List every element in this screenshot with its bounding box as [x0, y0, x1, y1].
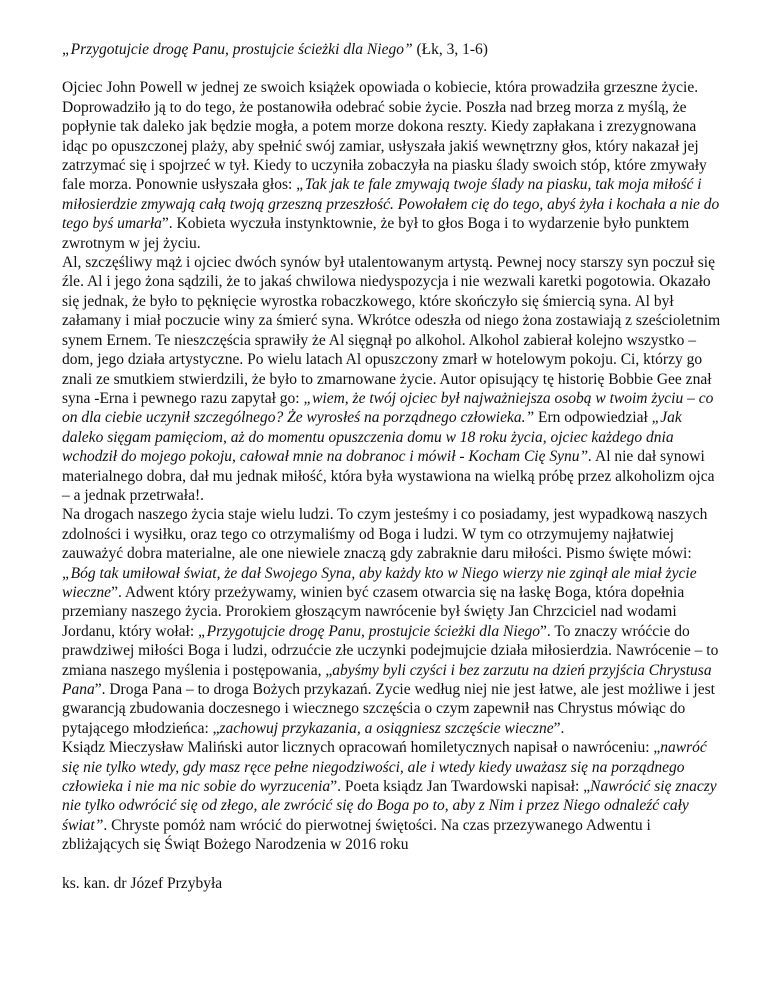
- text-span: ”.: [553, 719, 565, 737]
- text-span: Ern odpowiedział: [534, 409, 652, 427]
- italic-quote: zachowuj przykazania, a osiągniesz szczęście wieczne: [219, 719, 554, 737]
- text-span: Na drogach naszego życia staje wielu ludzi. To czym jesteśmy i co posiadamy, jest wypadkową naszych zdolności i wysiłku, oraz tego co otrzymaliśmy od Boga i ludzi. W tym co otrzymujemy najłatwiej zauważyć dobra materialne, ale one niewiele znaczą gdy zabraknie daru miłości. Pismo święte mówi:: [62, 506, 708, 563]
- paragraph-4: [62, 738, 722, 854]
- text-span: ”. Kobieta wyczuła instynktownie, że był to głos Boga i to wydarzenie było punktem zwrotnym w jej życiu.: [62, 215, 690, 252]
- text-span: Al nie dał synowi materialnego dobra, dał mu jednak miłość, która była wystawiona na wielką próbę przez alkoholizm ojca – a jednak przetrwała!.: [62, 448, 715, 504]
- document-page: [62, 40, 722, 893]
- document-title: [62, 40, 722, 59]
- text-span: ”. To znaczy wróćcie do prawdziwej miłości Boga i ludzi, odrzućcie złe uczynki podejmujcie działa miłosierdzia. Nawrócenie – to zmiana naszego myślenia i postępowania, „: [62, 622, 719, 679]
- title-reference: (Łk, 3, 1-6): [412, 41, 488, 58]
- italic-quote: „Tak jak te fale zmywają twoje ślady na piasku, tak moja miłość i miłosierdzie zmywają całą twoją grzeszną przeszłość. Powołałem cię do tego, abyś żyła i kochała a nie do tego byś umarła: [62, 176, 720, 233]
- italic-quote: „Jak daleko sięgam pamięciom, aż do momentu opuszczenia domu w 18 roku życia, ojciec każdego dnia wchodził do mojego pokoju, całował mnie na dobranoc i mówił - Kocham Cię Synu”.: [62, 409, 682, 466]
- text-span: Ksiądz Mieczysław Maliński autor licznych opracowań homiletycznych napisał o nawróceniu: „: [62, 739, 661, 757]
- paragraph-1: [62, 78, 722, 253]
- italic-quote: nawróć się nie tylko wtedy, gdy masz ręce pełne niegodziwości, ale i wtedy kiedy uważasz się na porządnego człowieka i nie ma nic sobie do wyrzucenia: [62, 739, 707, 796]
- text-span: Al, szczęśliwy mąż i ojciec dwóch synów był utalentowanym artystą. Pewnej nocy starszy syn poczuł się źle. Al i jego żona sądzili, że to jakaś chwilowa niedyspozycja i nie wezwali karetki pogotowia. Okazało się jednak, że było to pęknięcie wyrostka robaczkowego, które skończyło się śmiercią syna. Al był załamany i miał poczucie winy za śmierć syna. Wkrótce odeszła od niego żona zostawiają z sześcioletnim synem Ernem. Te nieszczęścia sprawiły że Al sięgnął po alkohol. Alkohol zabierał kolejno wszystko – dom, jego działa artystyczne. Po wielu latach Al opuszczony zmarł w hotelowym pokoju. Ci, którzy go znali ze smutkiem stwierdzili, że było to zmarnowane życie. Autor opisujący tę historię Bobbie Gee znał syna -Erna i pewnego razu zapytał go:: [62, 254, 721, 407]
- text-span: ”. Adwent który przeżywamy, winien być czasem otwarcia się na łaskę Boga, która dopełnia przemiany naszego życia. Prorokiem głoszącym nawrócenie był święty Jan Chrzciciel nad wodami Jordanu, który wołał:: [62, 583, 685, 640]
- italic-quote: „Przygotujcie drogę Panu, prostujcie ścieżki dla Niego: [198, 622, 541, 640]
- signature: ks. kan. dr Józef Przybyła: [62, 874, 223, 892]
- text-span: ”. Droga Pana – to droga Bożych przykazań. Zycie według niej nie jest łatwe, ale jest możliwe i jest gwarancją zbudowania doczesnego i wiecznego szczęścia o czym zapewnił nas Chrystus mówiąc do pytającego młodzieńca: „: [62, 681, 715, 737]
- italic-quote: abyśmy byli czyści i bez zarzutu na dzień przyjścia Chrystusa Pana: [62, 661, 712, 698]
- italic-quote: Nawrócić się znaczy nie tylko odwrócić się od złego, ale zwrócić się do Boga po to, aby z Nim i przez Niego odnaleźć cały świat”: [62, 778, 717, 834]
- text-span: . Chryste pomóż nam wrócić do pierwotnej świętości. Na czas przezywanego Adwentu i zbliżających się Świąt Bożego Narodzenia w 2016 roku: [62, 816, 651, 854]
- paragraph-2: [62, 253, 722, 505]
- paragraph-3: [62, 505, 722, 738]
- title-quote: „Przygotujcie drogę Panu, prostujcie ścieżki dla Niego”: [62, 41, 413, 58]
- text-span: Ojciec John Powell w jednej ze swoich książek opowiada o kobiecie, która prowadziła grzeszne życie. Doprowadziło ją to do tego, że postanowiła odebrać sobie życie. Poszła nad brzeg morza z myślą, że popłynie tak daleko jak będzie mogła, a potem morze dokona reszty. Kiedy zapłakana i zrezygnowana idąc po opuszczonej plaży, aby spełnić swój zamiar, usłyszała jakiś wewnętrzny głos, który nakazał jej zatrzymać się i spojrzeć w tył. Kiedy to uczyniła zobaczyła na piasku ślady swoich stóp, które zmywały fale morza. Ponownie usłyszała głos:: [62, 79, 707, 194]
- italic-quote: „Bóg tak umiłował świat, że dał Swojego Syna, aby każdy kto w Niego wierzy nie zginął ale miał życie wieczne: [62, 564, 697, 601]
- italic-quote: „wiem, że twój ojciec był najważniejsza osobą w twoim życiu – co on dla ciebie uczynił szczególnego? Że wyrosłeś na porządnego człowieka.”: [62, 389, 714, 427]
- text-span: ”. Poeta ksiądz Jan Twardowski napisał: „: [330, 778, 591, 796]
